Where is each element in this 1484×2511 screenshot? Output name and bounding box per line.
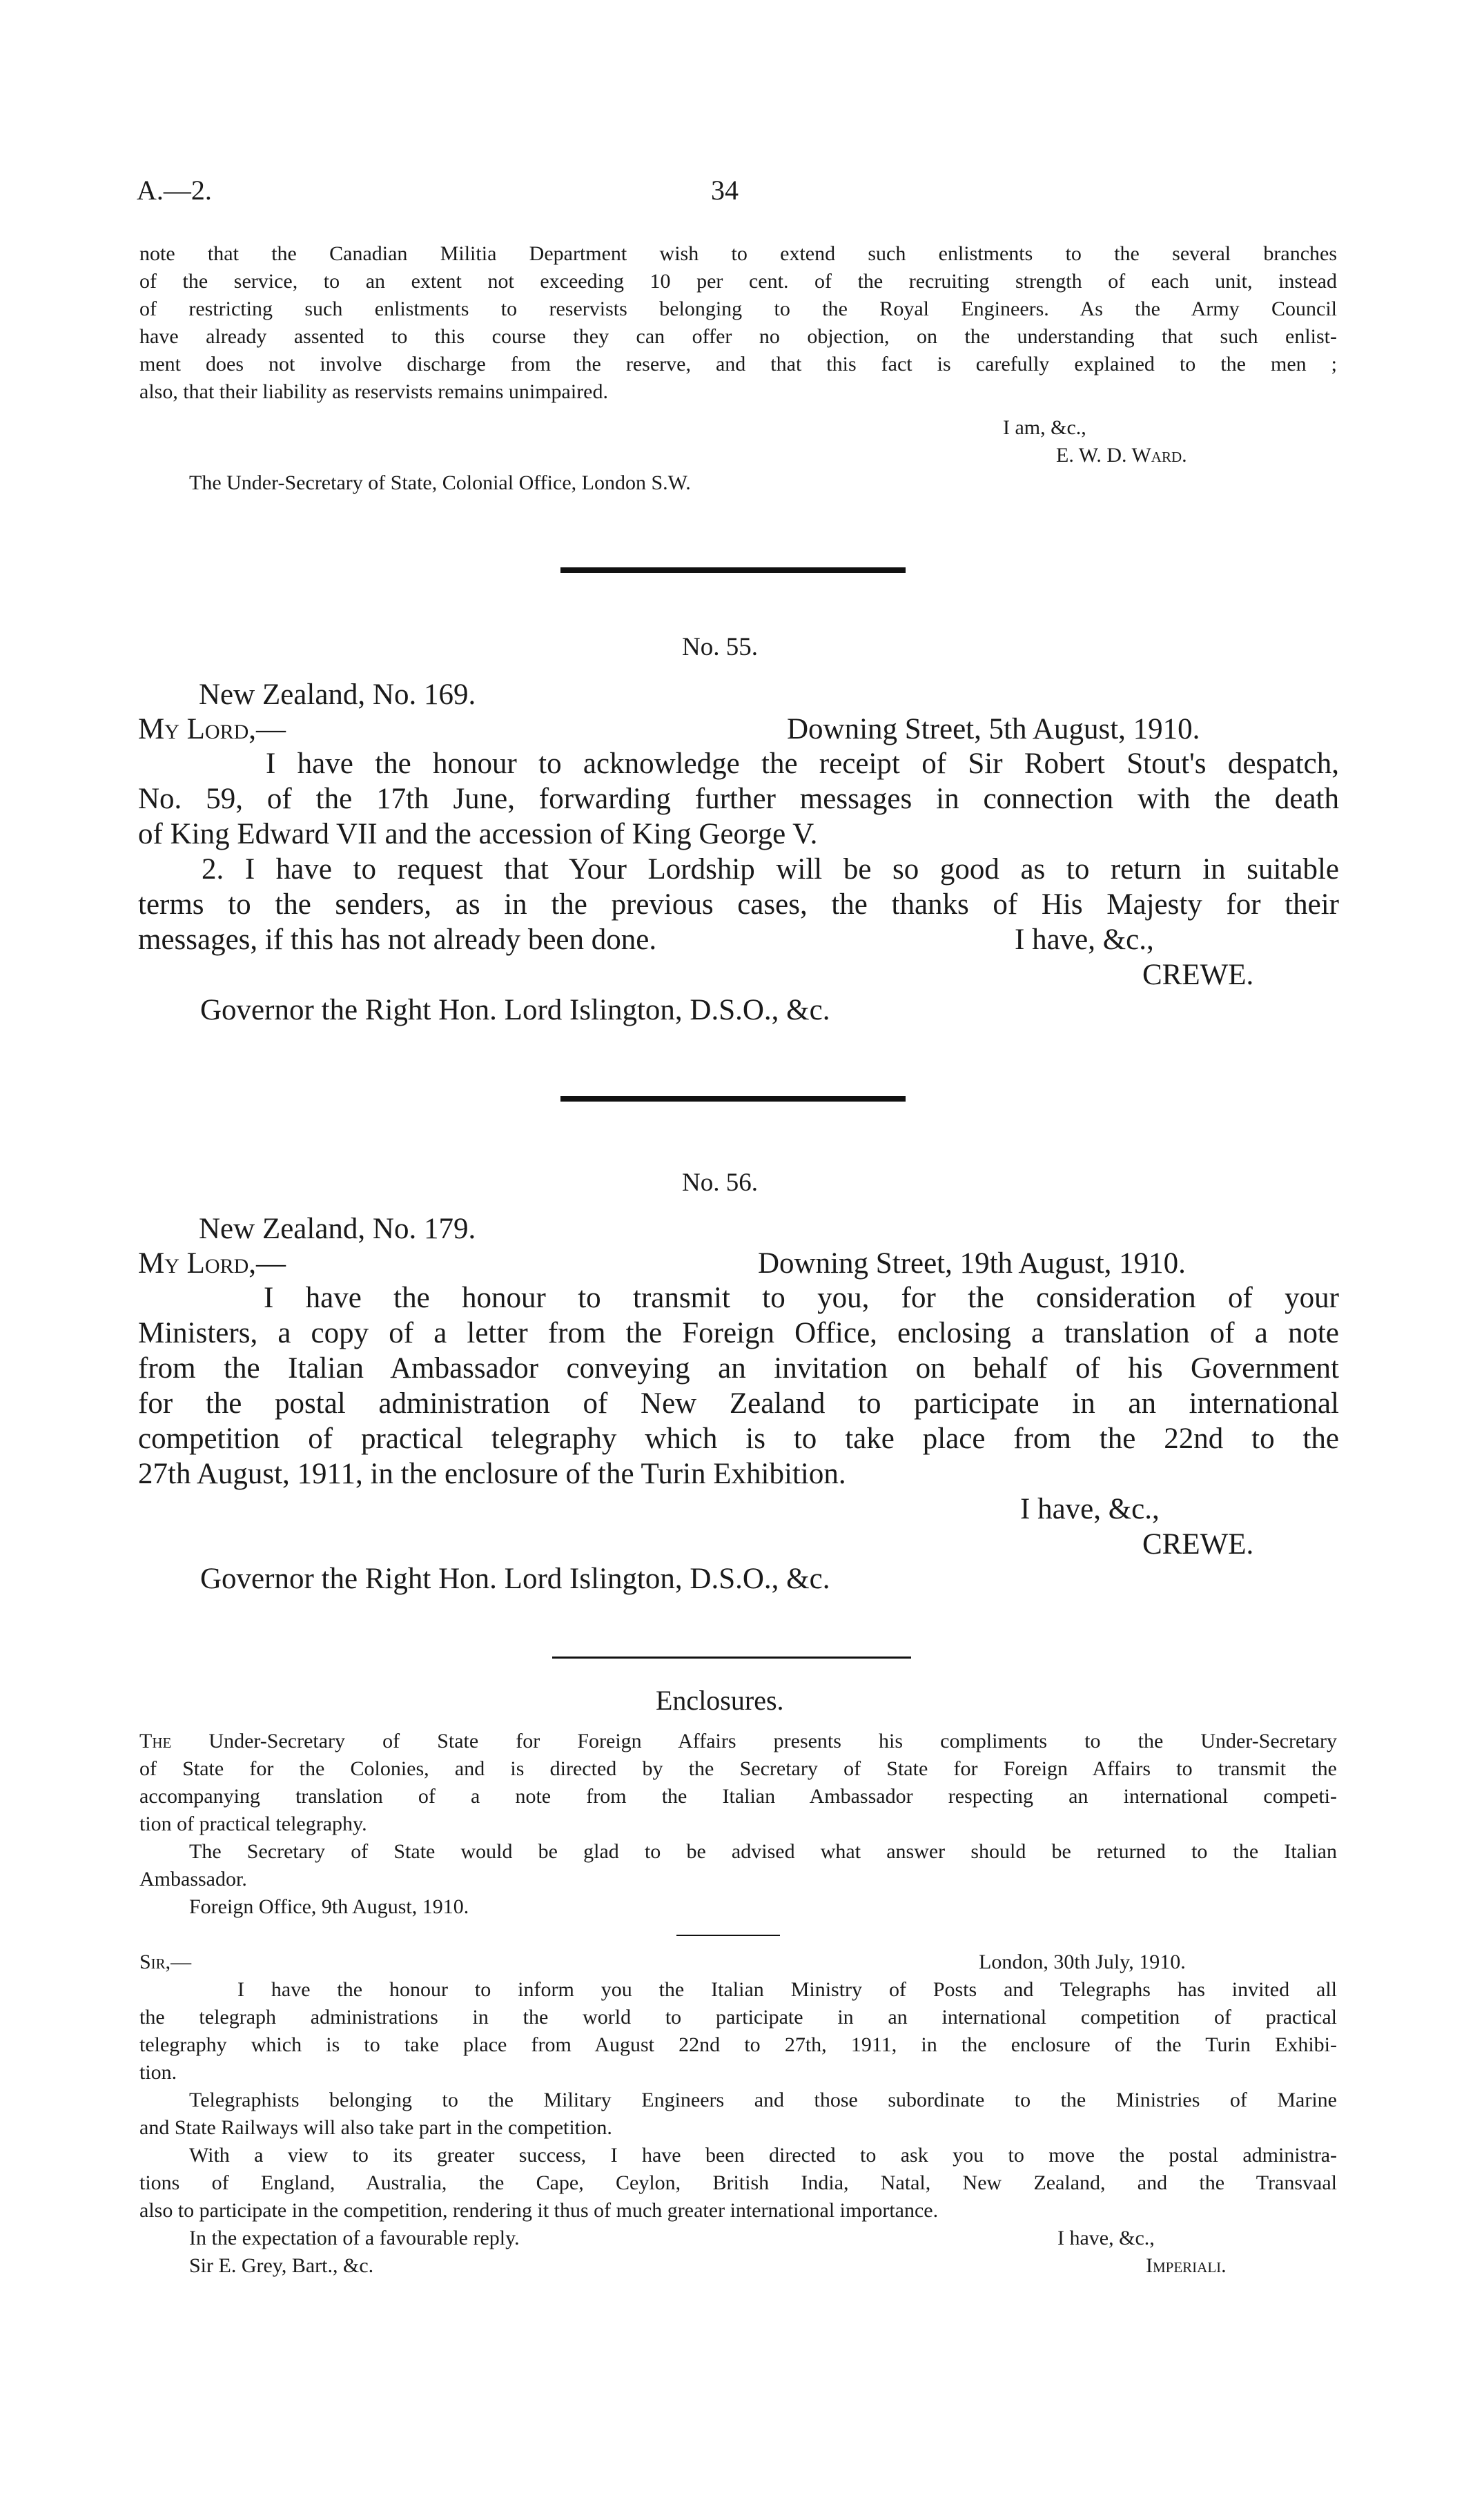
no56-addressee: Governor the Right Hon. Lord Islington, D.S.O., &c. <box>200 1563 830 1595</box>
enclosures-para5-line: also to participate in the competition, rendering it thus of much greater international importance. <box>139 2199 939 2222</box>
enclosures-para1-text: Under-Secretary of State for Foreign Affairs presents his compliments to the Under-Secretary <box>171 1730 1337 1752</box>
no55-closing: I have, &c., <box>1015 924 1154 956</box>
no55-signature: CREWE. <box>1142 959 1254 991</box>
section-divider <box>560 1096 906 1102</box>
letter-top-line: also, that their liability as reservists remains unimpaired. <box>139 380 608 403</box>
no56-ref: New Zealand, No. 179. <box>199 1213 476 1245</box>
enclosures-para5-line: With a view to its greater success, I have been directed to ask you to move the postal administra- <box>189 2144 1337 2167</box>
no56-closing: I have, &c., <box>1020 1493 1160 1525</box>
no55-line: of King Edward VII and the accession of King George V. <box>138 818 818 850</box>
letter-top-line: note that the Canadian Militia Department wish to extend such enlistments to the several branches <box>139 242 1337 265</box>
no55-line: terms to the senders, as in the previous cases, the thanks of His Majesty for their <box>138 888 1339 921</box>
no56-signature: CREWE. <box>1142 1528 1254 1561</box>
no56-line: for the postal administration of New Zealand to participate in an international <box>138 1387 1339 1420</box>
enclosures-para4-line: and State Railways will also take part in the competition. <box>139 2116 612 2139</box>
no56-line: I have the honour to transmit to you, for the consideration of your <box>264 1282 1339 1314</box>
no56-line: competition of practical telegraphy which is to take place from the 22nd to the <box>138 1423 1339 1455</box>
enclosures-para2-line: The Secretary of State would be glad to be advised what answer should be returned to the Italian <box>189 1840 1337 1863</box>
letter-top-line: of restricting such enlistments to reservists belonging to the Royal Engineers. As the Army Council <box>139 297 1337 320</box>
enclosures-para3-line: telegraphy which is to take place from August 22nd to 27th, 1911, in the enclosure of the Turin Exhibi- <box>139 2033 1337 2056</box>
no55-title: No. 55. <box>682 633 758 661</box>
no56-line: 27th August, 1911, in the enclosure of the Turin Exhibition. <box>138 1458 846 1490</box>
no56-salutation: My Lord,— <box>138 1247 286 1280</box>
enclosures-para3-line: the telegraph administrations in the world to participate in an international competition of practical <box>139 2006 1337 2029</box>
enclosures-para4-line: Telegraphists belonging to the Military Engineers and those subordinate to the Ministries of Marine <box>189 2089 1337 2111</box>
no56-place-date: Downing Street, 19th August, 1910. <box>758 1247 1186 1280</box>
london-date: London, 30th July, 1910. <box>979 1951 1186 1973</box>
no56-line: from the Italian Ambassador conveying an invitation on behalf of his Government <box>138 1352 1339 1385</box>
no55-line: No. 59, of the 17th June, forwarding further messages in connection with the death <box>138 783 1339 815</box>
letter-top-line: of the service, to an extent not exceeding 10 per cent. of the recruiting strength of each unit, instead <box>139 270 1337 293</box>
enclosures-para2-line: Ambassador. <box>139 1868 247 1890</box>
letter-top-signature: E. W. D. Ward. <box>1056 444 1187 467</box>
page-number: 34 <box>711 175 739 206</box>
section-divider <box>560 567 906 573</box>
enclosures-signature: Imperiali. <box>1146 2254 1227 2277</box>
enclosures-para3-line: tion. <box>139 2061 177 2084</box>
no55-line: messages, if this has not already been done. <box>138 924 657 956</box>
no55-line: I have the honour to acknowledge the receipt of Sir Robert Stout's despatch, <box>266 748 1339 780</box>
enclosures-para1-line: accompanying translation of a note from the Italian Ambassador respecting an international competi- <box>139 1785 1337 1808</box>
enclosures-closing: I have, &c., <box>1057 2227 1155 2249</box>
no55-line: 2. I have to request that Your Lordship will be so good as to return in suitable <box>202 853 1339 886</box>
enclosures-lead-caps: The <box>139 1730 172 1752</box>
no55-salutation: My Lord,— <box>138 713 286 745</box>
letter-top-line: have already assented to this course they can offer no objection, on the understanding that such enlist- <box>139 325 1337 348</box>
enclosures-para1-line: of State for the Colonies, and is directed by the Secretary of State for Foreign Affairs to transmit the <box>139 1757 1337 1780</box>
no56-line: Ministers, a copy of a letter from the Foreign Office, enclosing a translation of a note <box>138 1317 1339 1349</box>
letter-top-line: ment does not involve discharge from the reserve, and that this fact is carefully explained to the men ; <box>139 353 1337 375</box>
enclosures-para1-line: tion of practical telegraphy. <box>139 1813 367 1835</box>
short-divider <box>676 1935 780 1936</box>
no56-title: No. 56. <box>682 1169 758 1197</box>
enclosures-para3-line: I have the honour to inform you the Italian Ministry of Posts and Telegraphs has invited all <box>237 1978 1337 2001</box>
enclosures-para5-line: tions of England, Australia, the Cape, Ceylon, British India, Natal, New Zealand, and the Transvaal <box>139 2171 1337 2194</box>
no55-addressee: Governor the Right Hon. Lord Islington, D.S.O., &c. <box>200 994 830 1026</box>
no55-place-date: Downing Street, 5th August, 1910. <box>787 713 1200 745</box>
enclosures-para1-line <box>139 1728 1337 1755</box>
expectation-line: In the expectation of a favourable reply. <box>189 2227 520 2249</box>
section-divider <box>552 1657 911 1659</box>
recipient-line: Sir E. Grey, Bart., &c. <box>189 2254 374 2277</box>
letter-top-closing: I am, &c., <box>1003 416 1086 439</box>
letter-top-addressee: The Under-Secretary of State, Colonial Office, London S.W. <box>189 471 691 494</box>
sir-salutation: Sir,— <box>139 1951 192 1973</box>
enclosures-title: Enclosures. <box>656 1685 784 1716</box>
foreign-office-date: Foreign Office, 9th August, 1910. <box>189 1895 469 1918</box>
no55-ref: New Zealand, No. 169. <box>199 678 476 711</box>
page-ref: A.—2. <box>137 175 212 206</box>
